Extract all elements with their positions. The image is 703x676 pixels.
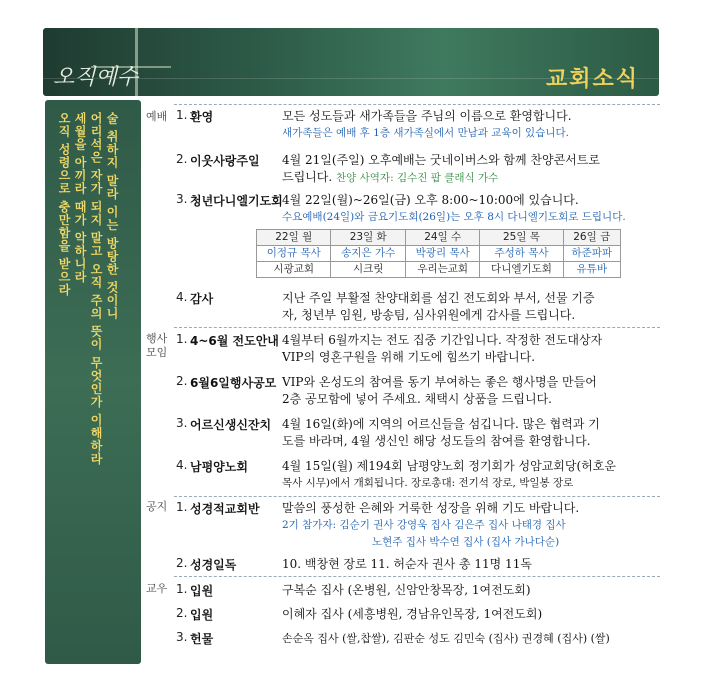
- scripture-line: 오직 성령으로 충만함을 받으라: [57, 112, 71, 297]
- scripture-line: 술 취하지 말라 이는 방탕한 것이니: [105, 112, 119, 320]
- page-header: [43, 28, 659, 96]
- item-body: 4월 22일(월)~26일(금) 오후 8:00~10:00에 있습니다. 수요예배(24일)와 금요기도회(26일)는 오후 8시 다니엘기도회로 드립니다.: [282, 193, 626, 223]
- item-title: 성경일독: [190, 558, 237, 572]
- section-label-worship: 예배: [146, 110, 168, 123]
- item-title: 이웃사랑주일: [190, 154, 260, 168]
- item-title: 4~6월 전도안내: [190, 334, 279, 348]
- item-body: 지난 주일 부활절 찬양대회를 섬긴 전도회와 부서, 선물 기증 자, 청년부 임원, 방송팀, 심사위원에게 감사를 드립니다.: [282, 291, 595, 322]
- item-body: 모든 성도들과 새가족들을 주님의 이름으로 환영합니다. 새가족들은 예배 후 1층 새가족실에서 만남과 교육이 있습니다.: [282, 109, 572, 139]
- logo: 오직예수: [53, 65, 139, 90]
- item-title: 입원: [190, 584, 214, 598]
- section-label-fellowship: 교우: [146, 582, 168, 595]
- scripture-sidebar: [45, 100, 141, 664]
- item-body: 4월 21일(주일) 오후예배는 굿네이버스와 함께 찬양콘서트로 드립니다. 찬양 사역자: 김수진 팝 클래식 가수: [282, 153, 600, 184]
- page-title: 교회소식: [545, 67, 639, 92]
- item-title: 환영: [190, 110, 214, 124]
- item-title: 헌물: [190, 632, 214, 646]
- scripture-line: 세월을 아끼라 때가 악하니라: [73, 112, 87, 284]
- item-title: 입원: [190, 608, 214, 622]
- section-label-notice: 공지: [146, 500, 168, 513]
- item-title: 성경적교회반: [190, 502, 260, 516]
- item-title: 어르신생신잔치: [190, 418, 272, 432]
- item-title: 6월6일행사공모: [190, 376, 277, 390]
- item-title: 남평양노회: [190, 460, 248, 474]
- item-title: 감사: [190, 292, 214, 306]
- prayer-schedule-table: 22일 월 23일 화 24일 수 25일 목 26일 금 이정규 목사 송지은 가수 박광리 목사 주성하 목사 하준파파 시광교회 시크릿 우리는교회 다니엘기도회 유튜바: [256, 229, 621, 278]
- item-title: 청년다니엘기도회: [190, 194, 283, 208]
- section-label-events: 행사 모임: [146, 332, 168, 359]
- scripture-line: 어리석은 자가 되지 말고 오직 주의 뜻이 무엇인가 이해하라: [89, 112, 103, 466]
